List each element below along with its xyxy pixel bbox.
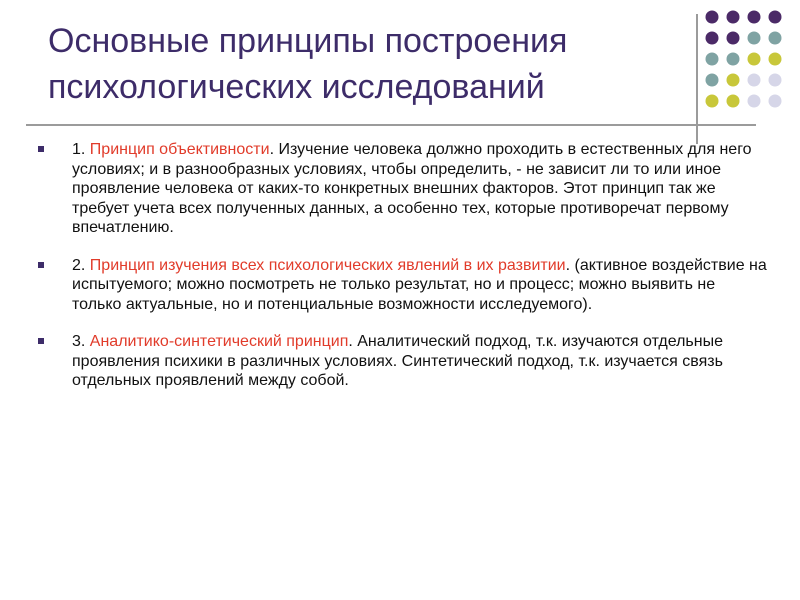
decor-dot xyxy=(727,74,740,87)
decor-dot xyxy=(748,32,761,45)
decor-dot xyxy=(706,32,719,45)
bullet-prefix: 1. xyxy=(72,141,90,158)
slide-title-line-1: Основные принципы построения xyxy=(48,22,568,60)
bullet-prefix: 2. xyxy=(72,256,90,274)
decor-dot xyxy=(706,53,719,66)
decor-dot-grid xyxy=(704,8,800,138)
bullet-marker-icon xyxy=(38,262,44,268)
bullet-highlight: Принцип объективности xyxy=(89,141,270,158)
decor-horizontal-line xyxy=(26,124,756,126)
decor-dot xyxy=(748,74,761,87)
decor-dot xyxy=(769,95,782,108)
bullet-item xyxy=(38,140,768,238)
decor-dot xyxy=(748,11,761,24)
decor-dot xyxy=(748,53,761,66)
decor-dot xyxy=(727,53,740,66)
decor-dot xyxy=(727,32,740,45)
bullet-prefix: 3. xyxy=(72,333,90,350)
bullet-text: . Аналитический подход, т.к. изучаются отдельные проявления психики в различных условиях. Синтетический подход, т.к. изучается связь отдельных проявлений между собой. xyxy=(72,333,723,389)
decor-dot xyxy=(727,11,740,24)
bullet-list xyxy=(38,140,768,409)
decor-dot xyxy=(769,32,782,45)
decor-dot xyxy=(727,95,740,108)
bullet-text: . Изучение человека должно проходить в естественных для него условиях; и в разнообразных условиях, чтобы определить, - не зависит ли то или иное проявление человека от каких-то конкретных внешних факторов. Этот принцип так же требует учета всех полученных данных, а особенно тех, которые противоречат первому впечатлению. xyxy=(72,141,752,236)
decor-dot xyxy=(748,95,761,108)
bullet-text: . (активное воздействие на испытуемого; можно посмотреть не только результат, но и процесс; можно выявить не только актуальные, но и потенциальные возможности исследуемого). xyxy=(72,256,767,313)
decor-dot xyxy=(769,11,782,24)
bullet-item xyxy=(38,256,768,315)
bullet-highlight: Принцип изучения всех психологических явлений в их развитии xyxy=(89,256,566,274)
bullet-marker-icon xyxy=(38,146,44,152)
slide-title-line-2: психологических исследований xyxy=(48,68,545,106)
bullet-item xyxy=(38,332,768,391)
decor-dot xyxy=(706,11,719,24)
decor-dot xyxy=(769,74,782,87)
decor-dot xyxy=(706,74,719,87)
bullet-highlight: Аналитико-синтетический принцип xyxy=(89,333,349,350)
slide-title xyxy=(48,18,668,110)
bullet-marker-icon xyxy=(38,338,44,344)
decor-dot xyxy=(769,53,782,66)
decor-dot xyxy=(706,95,719,108)
